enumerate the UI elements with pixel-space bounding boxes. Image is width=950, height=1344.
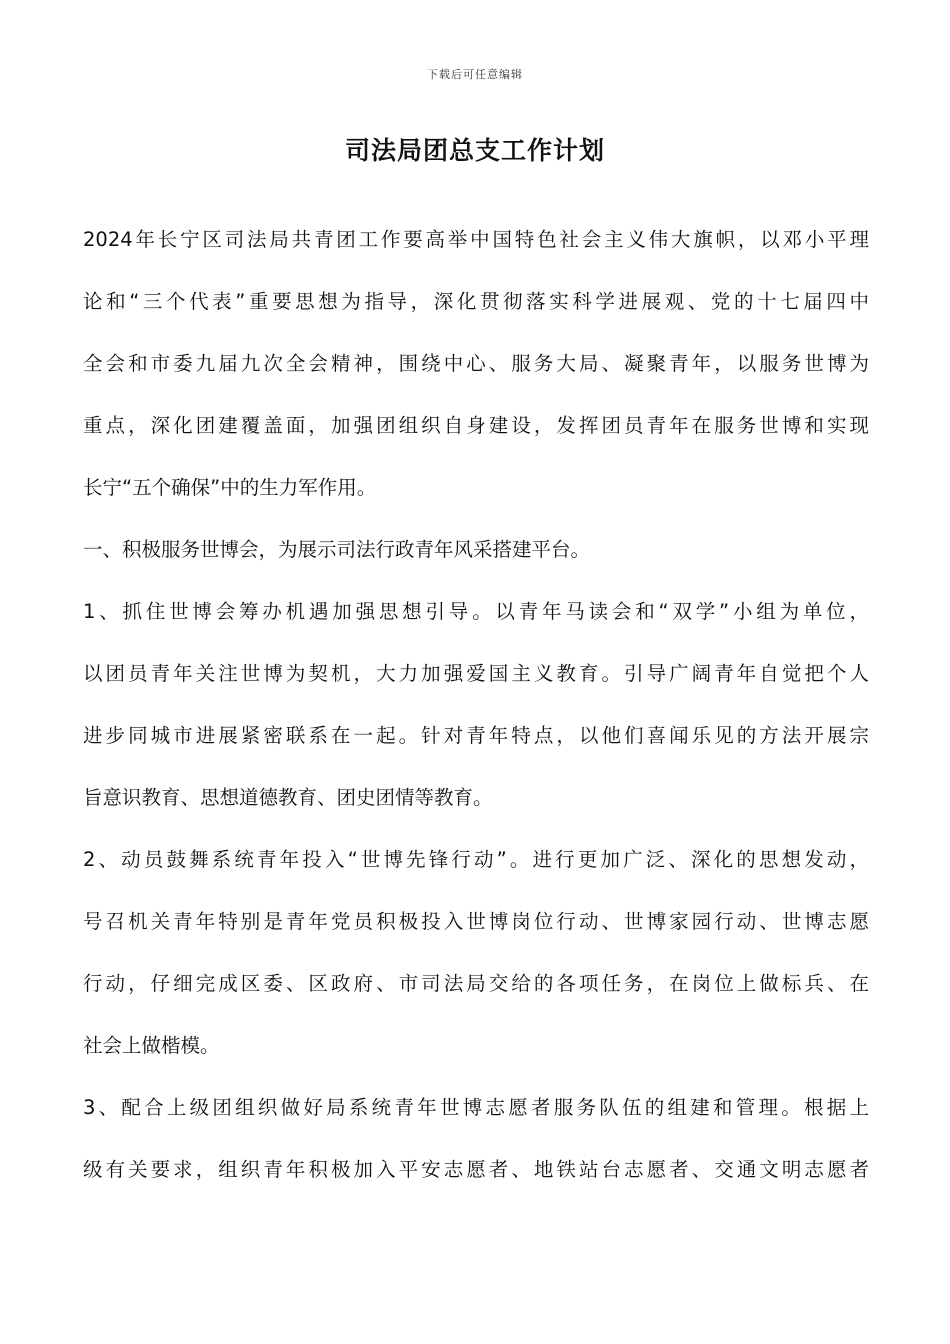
body-line: 旨意识教育、思想道德教育、团史团情等教育。 — [83, 786, 493, 809]
body-line: 长宁“五个确保”中的生力军作用。 — [83, 476, 377, 499]
body-line: 重点，深化团建覆盖面，加强团组织自身建设，发挥团员青年在服务世博和实现 — [83, 414, 869, 437]
body-line: 2024年长宁区司法局共青团工作要高举中国特色社会主义伟大旗帜，以邓小平理 — [83, 228, 869, 251]
section-heading: 一、积极服务世博会，为展示司法行政青年风采搭建平台。 — [83, 538, 591, 561]
body-line: 行动，仔细完成区委、区政府、市司法局交给的各项任务，在岗位上做标兵、在 — [83, 972, 869, 995]
body-line: 号召机关青年特别是青年党员积极投入世博岗位行动、世博家园行动、世博志愿 — [83, 910, 869, 933]
body-line: 1、抓住世博会筹办机遇加强思想引导。以青年马读会和“双学”小组为单位， — [83, 600, 869, 623]
body-line: 以团员青年关注世博为契机，大力加强爱国主义教育。引导广阔青年自觉把个人 — [83, 662, 869, 685]
body-line: 3、配合上级团组织做好局系统青年世博志愿者服务队伍的组建和管理。根据上 — [83, 1096, 869, 1119]
body-line: 社会上做楷模。 — [83, 1034, 220, 1057]
header-note: 下载后可任意编辑 — [427, 68, 523, 81]
body-line: 论和“三个代表”重要思想为指导，深化贯彻落实科学进展观、党的十七届四中 — [83, 290, 869, 313]
body-line: 全会和市委九届九次全会精神，围绕中心、服务大局、凝聚青年，以服务世博为 — [83, 352, 869, 375]
body-line: 进步同城市进展紧密联系在一起。针对青年特点，以他们喜闻乐见的方法开展宗 — [83, 724, 869, 747]
body-line: 2、动员鼓舞系统青年投入“世博先锋行动”。进行更加广泛、深化的思想发动， — [83, 848, 869, 871]
document-title: 司法局团总支工作计划 — [344, 136, 605, 165]
body-line: 级有关要求，组织青年积极加入平安志愿者、地铁站台志愿者、交通文明志愿者 — [83, 1158, 869, 1181]
document-body — [83, 216, 869, 1208]
